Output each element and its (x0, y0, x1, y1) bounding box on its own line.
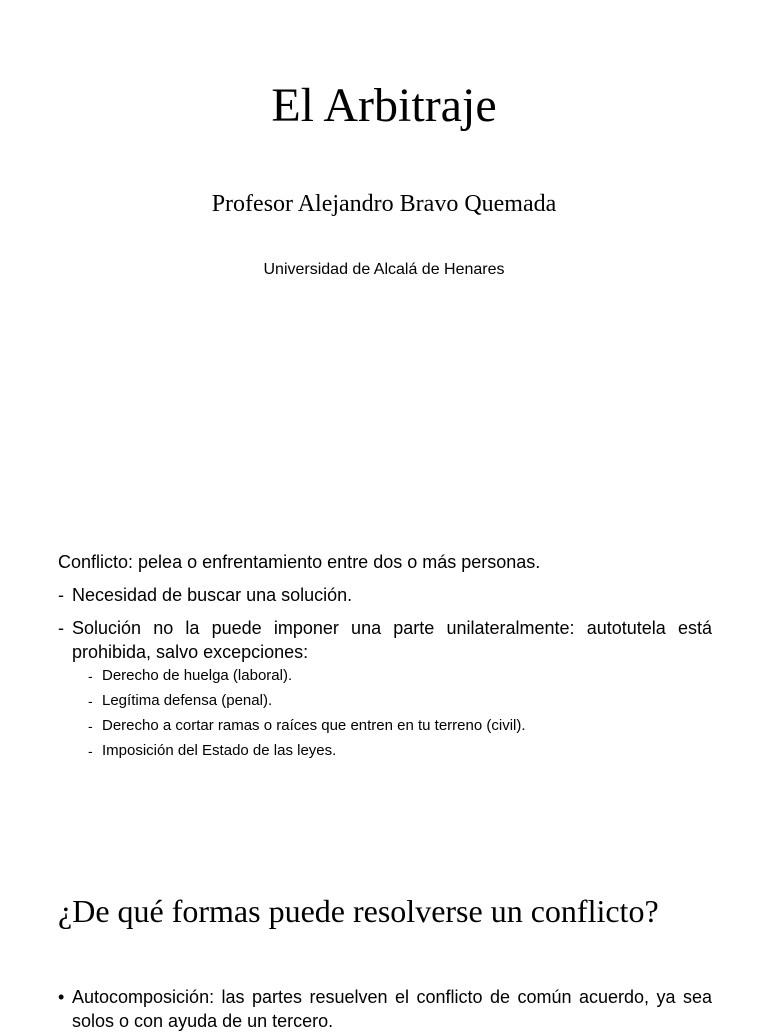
resolution-slide (0, 870, 768, 1031)
list-item: Necesidad de buscar una solución. (72, 585, 353, 605)
sublist-dash: - (88, 743, 93, 759)
conflict-definition: Conflicto: pelea o enfrentamiento entre dos o más personas. (58, 552, 541, 572)
slide-title: El Arbitraje (271, 79, 497, 132)
sublist-item: Derecho de huelga (laboral). (102, 667, 293, 684)
slide-subtitle: Profesor Alejandro Bravo Quemada (211, 191, 557, 217)
title-slide (0, 0, 768, 470)
bullet-icon: • (58, 987, 65, 1007)
conflict-slide (0, 540, 768, 840)
slide-heading: ¿De qué formas puede resolverse un conflicto? (58, 893, 659, 929)
sublist-item: Legítima defensa (penal). (102, 692, 273, 709)
sublist-dash: - (88, 668, 93, 684)
list-item: Solución no la puede imponer una parte unilateralmente: autotutela está prohibida, salvo excepciones: (72, 618, 712, 662)
sublist-dash: - (88, 718, 93, 734)
list-dash: - (58, 618, 64, 638)
sublist-dash: - (88, 693, 93, 709)
sublist-item: Imposición del Estado de las leyes. (102, 742, 337, 759)
list-dash: - (58, 585, 64, 605)
institution-name: Universidad de Alcalá de Henares (263, 261, 505, 278)
list-item: Autocomposición: las partes resuelven el conflicto de común acuerdo, ya sea solos o con ayuda de un tercero. (72, 987, 712, 1031)
sublist-item: Derecho a cortar ramas o raíces que entren en tu terreno (civil). (102, 717, 526, 734)
